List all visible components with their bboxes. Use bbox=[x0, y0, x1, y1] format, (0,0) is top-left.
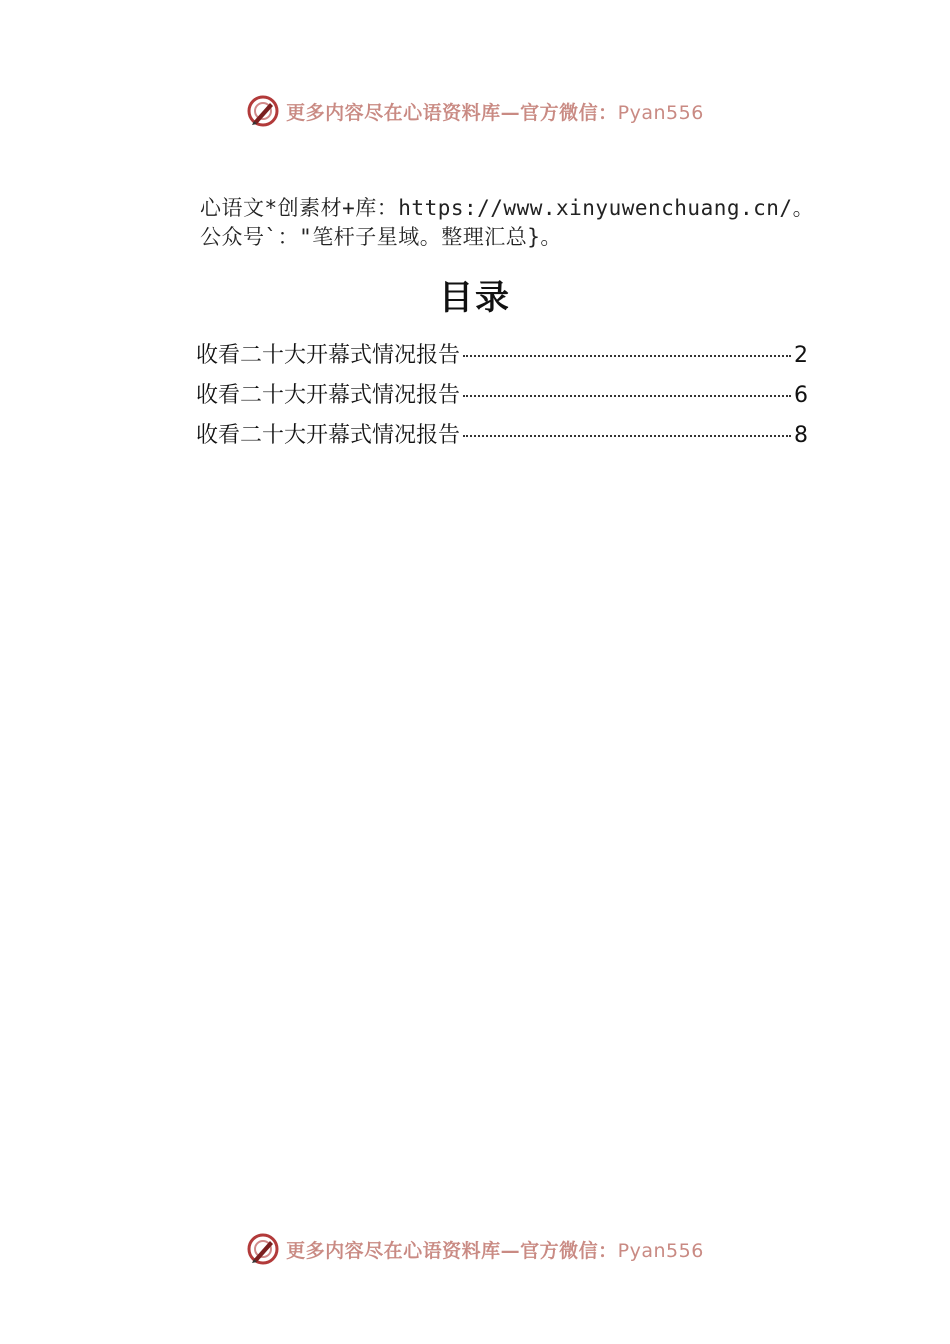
toc-leader-dots bbox=[463, 395, 791, 397]
notice-line-2: 公众号`："笔杆子星域。整理汇总}。 bbox=[200, 225, 562, 249]
source-notice bbox=[200, 194, 900, 252]
toc-entry-title: 收看二十大开幕式情况报告 bbox=[196, 343, 461, 368]
toc-entry-page: 2 bbox=[794, 343, 808, 368]
toc-entry-page: 6 bbox=[794, 383, 808, 408]
pen-circle-logo-icon bbox=[246, 1232, 280, 1266]
toc-leader-dots bbox=[463, 355, 791, 357]
toc-entry[interactable] bbox=[196, 418, 808, 458]
toc-entry-title: 收看二十大开幕式情况报告 bbox=[196, 423, 461, 448]
toc-entry[interactable] bbox=[196, 378, 808, 418]
banner-text: 更多内容尽在心语资料库—官方微信：Pyan556 bbox=[286, 101, 704, 124]
pen-circle-logo-icon bbox=[246, 94, 280, 128]
table-of-contents bbox=[196, 338, 808, 458]
banner-text: 更多内容尽在心语资料库—官方微信：Pyan556 bbox=[286, 1239, 704, 1262]
footer-banner bbox=[0, 1232, 950, 1266]
wechat-id: Pyan556 bbox=[617, 1239, 704, 1262]
header-banner bbox=[0, 94, 950, 128]
toc-entry-title: 收看二十大开幕式情况报告 bbox=[196, 383, 461, 408]
toc-title: 目录 bbox=[439, 278, 511, 318]
toc-entry[interactable] bbox=[196, 338, 808, 378]
notice-line-1: 心语文*创素材+库：https://www.xinyuwenchuang.cn/。 bbox=[200, 196, 815, 220]
wechat-id: Pyan556 bbox=[617, 101, 704, 124]
toc-entry-page: 8 bbox=[794, 423, 808, 448]
toc-leader-dots bbox=[463, 435, 791, 437]
